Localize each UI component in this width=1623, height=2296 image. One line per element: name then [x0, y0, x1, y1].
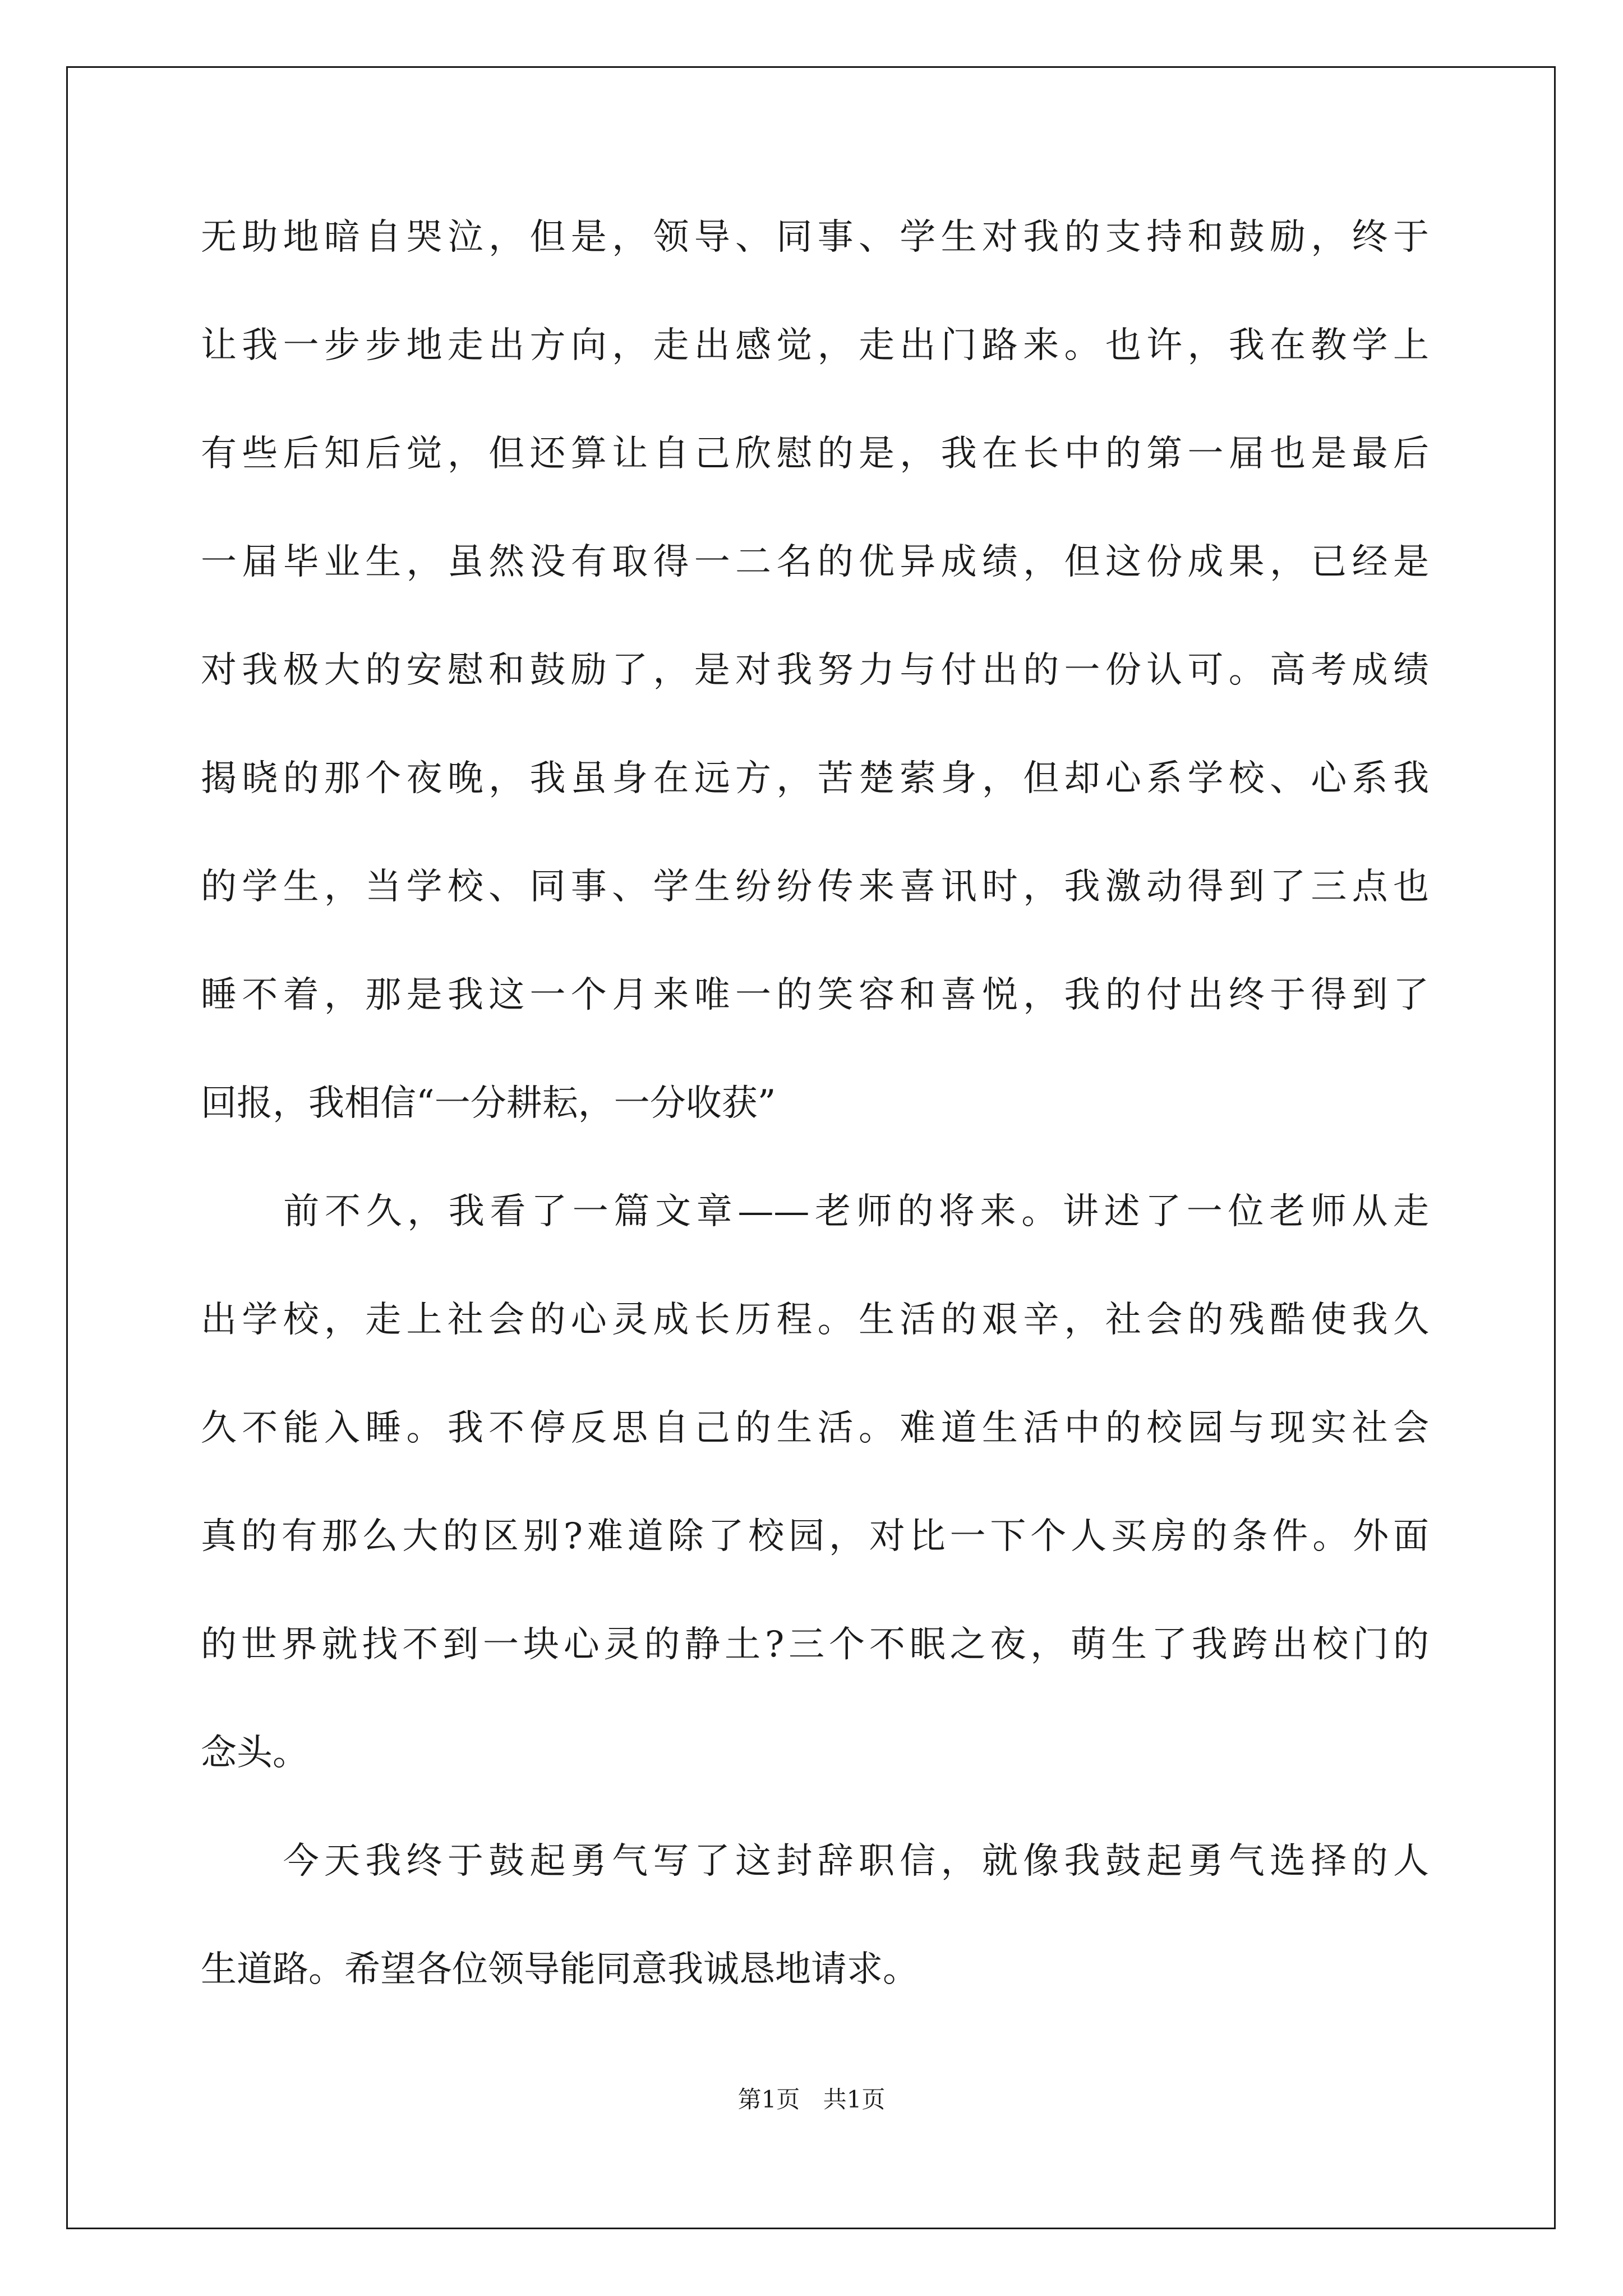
- document-body: [201, 208, 1429, 2048]
- text-line: 生道路。希望各位领导能同意我诚恳地请求。: [201, 1949, 919, 1990]
- text-line: 的世界就找不到一块心灵的静土?三个不眠之夜，萌生了我跨出校门的: [201, 1624, 1429, 1665]
- text-line: 真的有那么大的区别?难道除了校园，对比一下个人买房的条件。外面: [201, 1516, 1429, 1557]
- text-line: 回报，我相信“一分耕耘，一分收获”: [201, 1083, 776, 1124]
- text-line: 前不久，我看了一篇文章——老师的将来。讲述了一位老师从走: [201, 1191, 1429, 1232]
- paragraph-2: [201, 1182, 1429, 1832]
- text-line: 对我极大的安慰和鼓励了，是对我努力与付出的一份认可。高考成绩: [201, 650, 1429, 691]
- paragraph-1: [201, 208, 1429, 1182]
- text-line: 一届毕业生，虽然没有取得一二名的优异成绩，但这份成果，已经是: [201, 541, 1429, 583]
- text-line: 有些后知后觉，但还算让自己欣慰的是，我在长中的第一届也是最后: [201, 433, 1429, 475]
- text-line: 的学生，当学校、同事、学生纷纷传来喜讯时，我激动得到了三点也: [201, 866, 1429, 908]
- paragraph-3: [201, 1832, 1429, 2048]
- page-footer: [0, 2086, 1623, 2114]
- text-line: 揭晓的那个夜晚，我虽身在远方，苦楚萦身，但却心系学校、心系我: [201, 758, 1429, 799]
- page-number-current: 第1页: [737, 2086, 800, 2113]
- text-line: 让我一步步地走出方向，走出感觉，走出门路来。也许，我在教学上: [201, 325, 1429, 366]
- text-line: 念头。: [201, 1732, 308, 1774]
- text-line: 今天我终于鼓起勇气写了这封辞职信，就像我鼓起勇气选择的人: [201, 1841, 1429, 1882]
- text-line: 出学校，走上社会的心灵成长历程。生活的艰辛，社会的残酷使我久: [201, 1299, 1429, 1341]
- text-line: 睡不着，那是我这一个月来唯一的笑容和喜悦，我的付出终于得到了: [201, 974, 1429, 1016]
- text-line: 久不能入睡。我不停反思自己的生活。难道生活中的校园与现实社会: [201, 1407, 1429, 1449]
- page-number-total: 共1页: [823, 2086, 886, 2113]
- text-line: 无助地暗自哭泣，但是，领导、同事、学生对我的支持和鼓励，终于: [201, 217, 1429, 258]
